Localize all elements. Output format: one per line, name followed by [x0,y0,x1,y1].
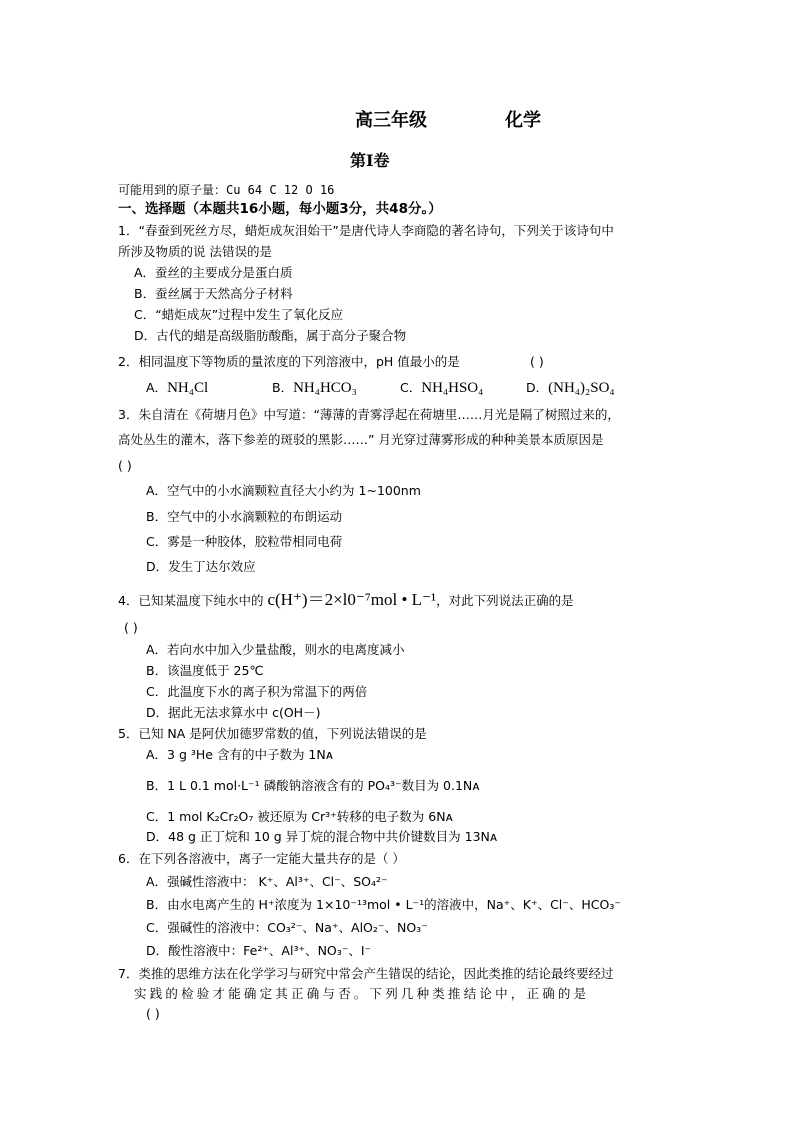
q1-stem-line1: 1．“春蚕到死丝方尽，蜡炬成灰泪始干”是唐代诗人李商隐的著名诗句，下列关于该诗句中 [118,223,614,238]
q4-option-a: A．若向水中加入少量盐酸，则水的电离度减小 [146,642,405,657]
grade-label: 高三年级 [355,110,427,131]
q1-option-c: C．“蜡炬成灰”过程中发生了氧化反应 [134,307,344,322]
q6-option-c: C．强碱性的溶液中：CO₃²⁻、Na⁺、AlO₂⁻、NO₃⁻ [146,920,428,935]
q7-stem-line1: 7．类推的思维方法在化学学习与研究中常会产生错误的结论，因此类推的结论最终要经过 [118,966,614,981]
q1-stem-line2: 所涉及物质的说 法错误的是 [118,244,272,259]
q2-stem: 2．相同温度下等物质的量浓度的下列溶液中，pH 值最小的是 [118,354,460,369]
q1-option-d: D．古代的蜡是高级脂肪酸酯，属于高分子聚合物 [134,328,407,343]
subject-label: 化学 [505,110,541,131]
q6-stem: 6．在下列各溶液中，离子一定能大量共存的是（ ） [118,851,405,866]
q2-option-b [272,380,357,396]
q6-option-d: D．酸性溶液中：Fe²⁺、Al³⁺、NO₃⁻、I⁻ [146,943,372,958]
q3-answer-paren: ( ) [118,458,132,473]
q1-option-a: A．蚕丝的主要成分是蛋白质 [134,265,293,280]
q2-option-a [146,380,208,396]
q4-formula: c(H⁺)＝2×l0⁻⁷mol • L⁻¹ [267,590,437,609]
q4-option-d: D．据此无法求算水中 c(OH－) [146,705,321,720]
q5-option-b: B．1 L 0.1 mol·L⁻¹ 磷酸钠溶液含有的 PO₄³⁻数目为 0.1Nᴀ [146,778,480,793]
q4-stem-pre: 4．已知某温度下纯水中的 [118,593,264,608]
volume-label: 第Ⅰ卷 [350,151,390,170]
q6-option-b: B．由水电离产生的 H⁺浓度为 1×10⁻¹³mol • L⁻¹的溶液中，Na⁺、K⁺、Cl⁻、HCO₃⁻ [146,897,621,912]
q4-option-c: C．此温度下水的离子积为常温下的两倍 [146,684,368,699]
q5-stem: 5．已知 NA 是阿伏加德罗常数的值，下列说法错误的是 [118,726,427,741]
q7-stem-line2: 实践的检验才能确定其正确与否。下列几种类推结论中，正确的是 [134,986,590,1001]
q3-option-c: C．雾是一种胶体，胶粒带相同电荷 [146,534,343,549]
q2-option-c [400,380,483,396]
q3-stem-line1: 3．朱自清在《荷塘月色》中写道：“薄薄的青雾浮起在荷塘里……月光是隔了树照过来的， [118,407,620,422]
q2-option-d-formula: (NH₄)₂SO₄ [548,380,615,396]
q2-option-c-label: C． [400,380,422,395]
q7-answer-paren: ( ) [146,1006,160,1021]
section-heading: 一、选择题（本题共16小题，每小题3分，共48分。） [118,201,442,217]
q5-option-d: D．48 g 正丁烷和 10 g 异丁烷的混合物中共价键数目为 13Nᴀ [146,829,498,844]
q2-option-a-label: A． [146,380,168,395]
q4-option-b: B．该温度低于 25℃ [146,663,264,678]
q3-option-d: D．发生丁达尔效应 [146,559,256,574]
q5-option-a: A．3 g ³He 含有的中子数为 1Nᴀ [146,747,334,762]
q5-option-c: C．1 mol K₂Cr₂O₇ 被还原为 Cr³⁺转移的电子数为 6Nᴀ [146,809,453,824]
q3-stem-line2: 高处丛生的灌木，落下参差的斑驳的黑影……” 月光穿过薄雾形成的种种美景本质原因是 [118,432,604,447]
q3-option-a: A．空气中的小水滴颗粒直径大小约为 1~100nm [146,483,421,498]
q4-answer-paren: ( ) [124,620,138,635]
q2-option-d [526,380,615,396]
exam-title [355,106,541,132]
q2-option-a-formula: NH₄Cl [167,380,209,396]
atomic-mass-line: 可能用到的原子量：Cu 64 C 12 O 16 [118,183,335,197]
q4-stem [118,592,574,609]
q2-option-d-label: D． [526,380,549,395]
q2-option-b-label: B． [272,380,294,395]
q4-stem-post: ，对此下列说法正确的是 [436,593,574,608]
q2-option-b-formula: NH₄HCO₃ [293,380,357,396]
q3-option-b: B．空气中的小水滴颗粒的布朗运动 [146,509,343,524]
q6-option-a: A．强碱性溶液中： K⁺、Al³⁺、Cl⁻、SO₄²⁻ [146,874,388,889]
q1-option-b: B．蚕丝属于天然高分子材料 [134,286,293,301]
q2-option-c-formula: NH₄HSO₄ [421,380,484,396]
q2-answer-paren: ( ) [530,354,544,369]
